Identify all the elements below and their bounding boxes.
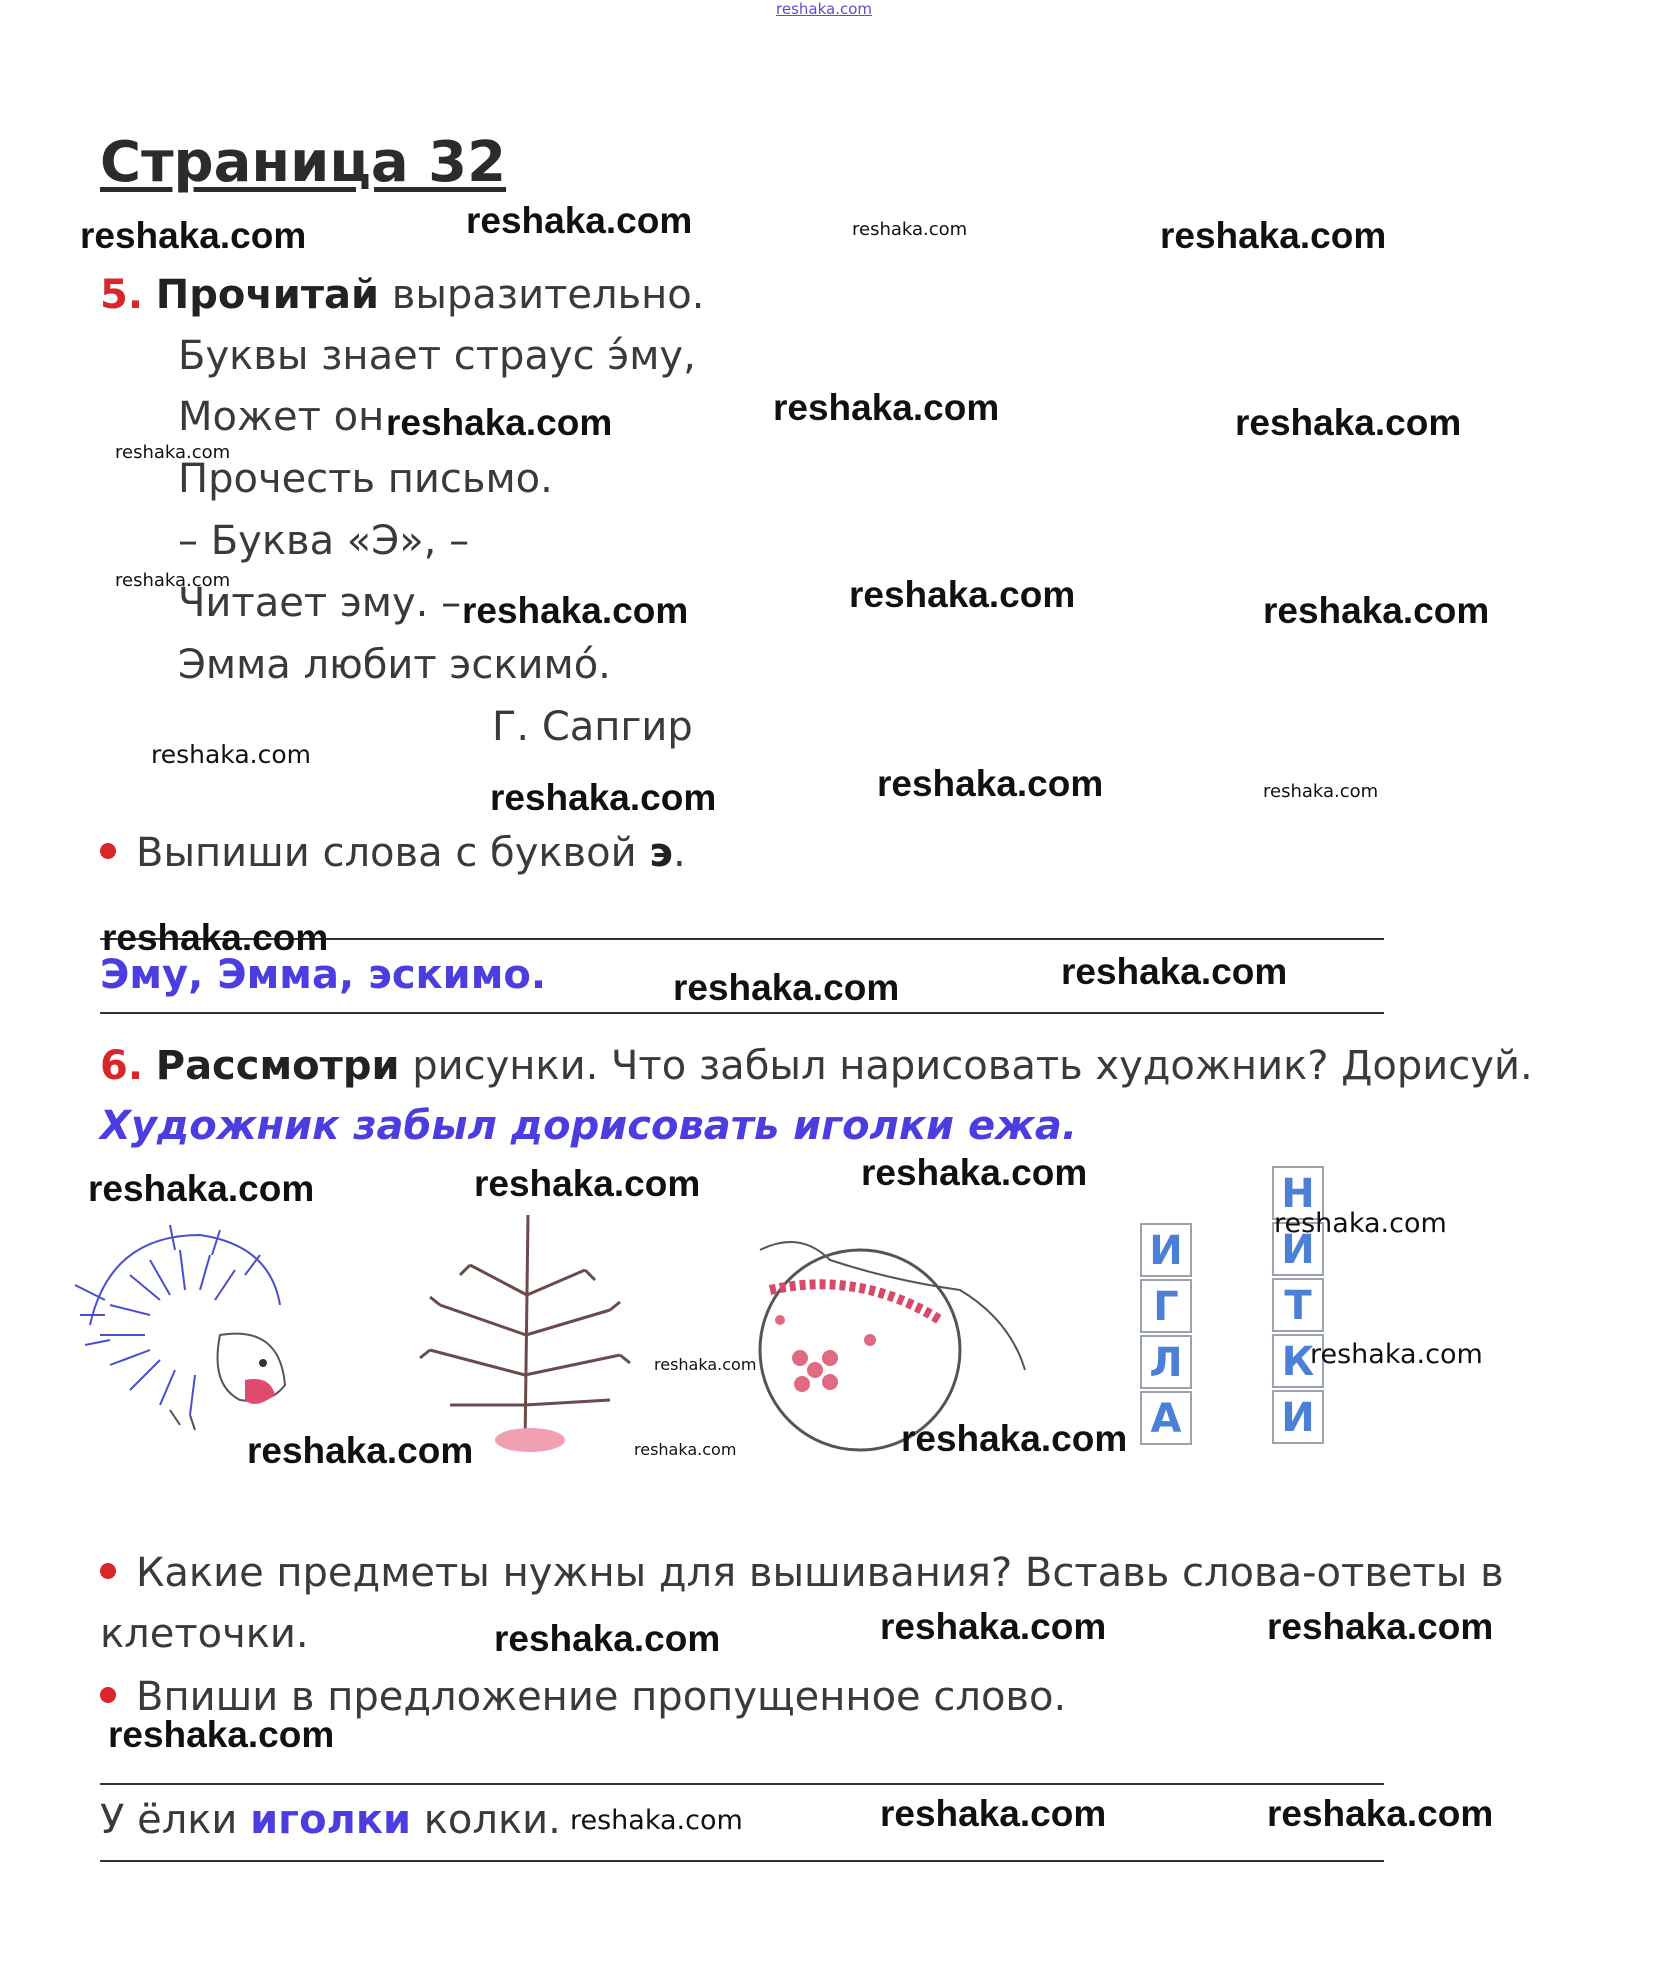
task6-heading bbox=[100, 1043, 1533, 1089]
bullet-icon bbox=[100, 1563, 116, 1579]
task5-instruction: выразительно. bbox=[379, 272, 705, 318]
crossword-cell: Н bbox=[1272, 1166, 1324, 1220]
crossword-cell: И bbox=[1140, 1223, 1192, 1277]
crossword-cell: И bbox=[1272, 1222, 1324, 1276]
watermark: reshaka.com bbox=[877, 763, 1104, 804]
watermark: reshaka.com bbox=[115, 442, 231, 463]
watermark: reshaka.com bbox=[880, 1793, 1107, 1834]
task6-sentence: У ёлки иголки колки. bbox=[100, 1797, 561, 1843]
watermark: reshaka.com bbox=[115, 570, 231, 591]
watermark: reshaka.com bbox=[1263, 590, 1490, 631]
crossword-cell: А bbox=[1140, 1391, 1192, 1445]
watermark: reshaka.com bbox=[880, 1606, 1107, 1647]
answer-line bbox=[100, 1783, 1384, 1785]
watermark: reshaka.com bbox=[1274, 1208, 1447, 1239]
task6-instruction: рисунки. Что забыл нарисовать художник? Дорисуй. bbox=[399, 1043, 1533, 1089]
answer-line bbox=[100, 1012, 1384, 1014]
task6-sentence-answer: иголки bbox=[250, 1797, 412, 1843]
watermark: reshaka.com bbox=[861, 1152, 1088, 1193]
crossword-cell: Т bbox=[1272, 1278, 1324, 1332]
watermark: reshaka.com bbox=[108, 1714, 335, 1755]
watermark: reshaka.com bbox=[901, 1418, 1128, 1459]
task5-heading bbox=[100, 272, 704, 318]
watermark: reshaka.com bbox=[88, 1168, 315, 1209]
task6-bullet-2: Впиши в предложение пропущенное слово. bbox=[100, 1674, 1066, 1720]
watermark: reshaka.com bbox=[494, 1618, 721, 1659]
crossword-cell: Г bbox=[1140, 1279, 1192, 1333]
fir-tree-icon bbox=[410, 1205, 640, 1455]
poem-line-1: Буквы знает страус э́му, bbox=[178, 333, 696, 379]
bullet-icon bbox=[100, 843, 116, 859]
watermark: reshaka.com bbox=[474, 1163, 701, 1204]
crossword-cell: И bbox=[1272, 1390, 1324, 1444]
watermark: reshaka.com bbox=[1310, 1339, 1483, 1370]
watermark: reshaka.com bbox=[1263, 781, 1379, 802]
task6-number: 6. bbox=[100, 1043, 144, 1089]
poem-line-6: Эмма любит эскимо́. bbox=[178, 642, 611, 688]
task6-verb: Рассмотри bbox=[155, 1043, 400, 1089]
watermark: reshaka.com bbox=[462, 590, 689, 631]
crossword-cell: Л bbox=[1140, 1335, 1192, 1389]
watermark: reshaka.com bbox=[1267, 1606, 1494, 1647]
watermark: reshaka.com bbox=[852, 219, 968, 240]
task5-answer: Эму, Эмма, эскимо. bbox=[100, 952, 547, 998]
crossword-cell: К bbox=[1272, 1334, 1324, 1388]
watermark: reshaka.com bbox=[1061, 951, 1288, 992]
task6-bullet-1-cont: клеточки. bbox=[100, 1611, 309, 1657]
poem-author: Г. Сапгир bbox=[492, 704, 693, 750]
watermark: reshaka.com bbox=[654, 1355, 757, 1374]
hedgehog-icon bbox=[70, 1215, 290, 1445]
watermark: reshaka.com bbox=[849, 574, 1076, 615]
page-title: Страница 32 bbox=[100, 130, 507, 195]
watermark: reshaka.com bbox=[570, 1805, 743, 1836]
watermark: reshaka.com bbox=[466, 200, 693, 241]
watermark: reshaka.com bbox=[151, 740, 311, 769]
task6-answer: Художник забыл дорисовать иголки ежа. bbox=[100, 1103, 1078, 1149]
poem-line-5: Читает эму. – bbox=[178, 580, 462, 626]
watermark: reshaka.com bbox=[1235, 402, 1462, 443]
watermark: reshaka.com bbox=[490, 777, 717, 818]
task5-bullet: Выпиши слова с буквой э. bbox=[100, 830, 686, 876]
poem-line-3: Прочесть письмо. bbox=[178, 456, 553, 502]
task6-bullet-1: Какие предметы нужны для вышивания? Вставь слова-ответы в bbox=[100, 1550, 1504, 1596]
watermark: reshaka.com bbox=[1267, 1793, 1494, 1834]
task5-verb: Прочитай bbox=[155, 272, 380, 318]
answer-line bbox=[100, 1860, 1384, 1862]
task5-number: 5. bbox=[100, 272, 144, 318]
watermark: reshaka.com bbox=[80, 215, 307, 256]
watermark: reshaka.com bbox=[673, 967, 900, 1008]
watermark: reshaka.com bbox=[634, 1440, 737, 1459]
watermark: reshaka.com bbox=[773, 387, 1000, 428]
poem-line-2: Может он bbox=[178, 394, 385, 440]
watermark: reshaka.com bbox=[247, 1430, 474, 1471]
site-watermark-top[interactable]: reshaka.com bbox=[776, 0, 872, 18]
bullet-icon bbox=[100, 1687, 116, 1703]
poem-line-4: – Буква «Э», – bbox=[178, 518, 470, 564]
watermark: reshaka.com bbox=[1160, 215, 1387, 256]
watermark: reshaka.com bbox=[386, 402, 613, 443]
watermark: reshaka.com bbox=[102, 917, 329, 958]
